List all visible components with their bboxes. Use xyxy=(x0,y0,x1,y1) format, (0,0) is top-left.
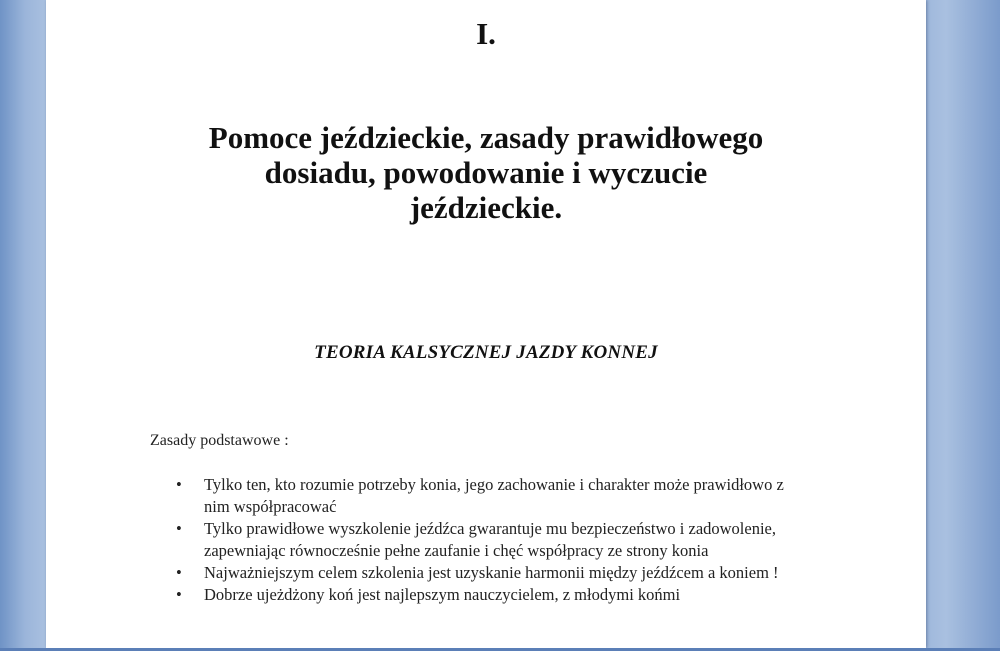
list-item xyxy=(158,562,798,584)
list-item-text: Tylko prawidłowe wyszkolenie jeźdźca gwarantuje mu bezpieczeństwo i zadowolenie, zapewniając równocześnie pełne zaufanie i chęć współpracy ze strony konia xyxy=(204,519,776,560)
list-item xyxy=(158,518,798,562)
list-item xyxy=(158,474,798,518)
bullet-icon: • xyxy=(176,585,182,604)
document-page[interactable] xyxy=(46,0,926,648)
list-item-text: Tylko ten, kto rozumie potrzeby konia, jego zachowanie i charakter może prawidłowo z nim współpracować xyxy=(204,475,784,516)
rules-list xyxy=(158,474,798,606)
list-item xyxy=(158,584,798,606)
chapter-title-line: Pomoce jeździeckie, zasady prawidłowego xyxy=(208,120,764,155)
list-item-text: Dobrze ujeżdżony koń jest najlepszym nauczycielem, z młodymi końmi xyxy=(204,585,681,604)
bullet-icon: • xyxy=(176,475,182,494)
workspace-background-right xyxy=(926,0,1000,651)
chapter-title xyxy=(146,120,826,225)
list-item-text: Najważniejszym celem szkolenia jest uzyskanie harmonii między jeźdźcem a koniem ! xyxy=(204,563,779,582)
bullet-icon: • xyxy=(176,563,182,582)
chapter-title-line: jeździeckie. xyxy=(409,190,563,225)
intro-text: Zasady podstawowe : xyxy=(150,432,289,449)
chapter-title-line: dosiadu, powodowanie i wyczucie xyxy=(264,155,708,190)
section-subtitle: TEORIA KALSYCZNEJ JAZDY KONNEJ xyxy=(314,342,658,363)
chapter-number: I. xyxy=(476,16,496,51)
bullet-icon: • xyxy=(176,519,182,538)
